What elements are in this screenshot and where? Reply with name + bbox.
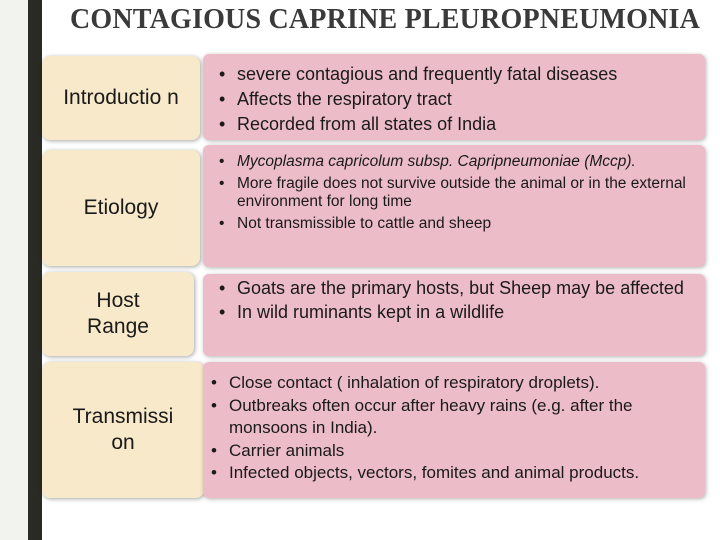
list-item: • More fragile does not survive outside the animal or in the external environment for long time — [219, 174, 686, 210]
bullet-dot-icon: • — [211, 440, 217, 460]
left-dark-stripe — [28, 0, 42, 540]
section-label-text: Transmissi on — [72, 405, 174, 454]
section-label-text: Host Range — [87, 289, 149, 338]
section-label-text: Etiology — [83, 196, 159, 219]
bullet-dot-icon: • — [219, 302, 226, 322]
bullet-dot-icon: • — [219, 153, 225, 170]
section-label-text: Introductio n — [63, 86, 179, 109]
list-item: • Goats are the primary hosts, but Sheep may be affected — [219, 278, 684, 298]
section-label-host-range — [42, 272, 194, 356]
bullet-list — [219, 153, 697, 233]
list-item: • Mycoplasma capricolum subsp. Capripneumoniae (Mccp). — [219, 153, 636, 170]
left-margin-bar — [0, 0, 28, 540]
section-label-etiology — [42, 150, 200, 266]
bullet-dot-icon: • — [219, 64, 226, 84]
list-item: • Affects the respiratory tract — [219, 87, 697, 112]
bullet-dot-icon: • — [211, 373, 217, 392]
list-item: • Recorded from all states of India — [219, 112, 697, 137]
list-item: • Close contact ( inhalation of respiratory droplets). — [211, 372, 697, 395]
list-item: • Infected objects, vectors, fomites and animal products. — [211, 462, 697, 485]
section-label-introduction — [42, 56, 200, 140]
bullet-list — [219, 278, 697, 323]
section-content-introduction — [203, 54, 705, 140]
bullet-dot-icon: • — [219, 89, 226, 109]
bullet-dot-icon: • — [219, 174, 225, 192]
page-title: CONTAGIOUS CAPRINE PLEUROPNEUMONIA — [69, 4, 701, 35]
section-content-transmission — [203, 362, 705, 498]
bullet-dot-icon: • — [219, 214, 225, 232]
section-content-host-range — [203, 274, 705, 356]
bullet-list — [211, 372, 697, 485]
bullet-dot-icon: • — [211, 395, 217, 415]
bullet-dot-icon: • — [219, 114, 226, 134]
list-item: • Carrier animals — [211, 440, 697, 463]
bullet-dot-icon: • — [219, 278, 226, 298]
bullet-list — [219, 62, 697, 137]
list-item: • Outbreaks often occur after heavy rains (e.g. after the monsoons in India). — [211, 395, 633, 437]
list-item: • Not transmissible to cattle and sheep — [219, 214, 492, 232]
bullet-dot-icon: • — [211, 463, 217, 482]
section-content-etiology — [203, 145, 705, 267]
section-label-transmission — [42, 362, 204, 498]
list-item: • In wild ruminants kept in a wildlife — [219, 302, 505, 322]
list-item: • severe contagious and frequently fatal diseases — [219, 62, 697, 87]
